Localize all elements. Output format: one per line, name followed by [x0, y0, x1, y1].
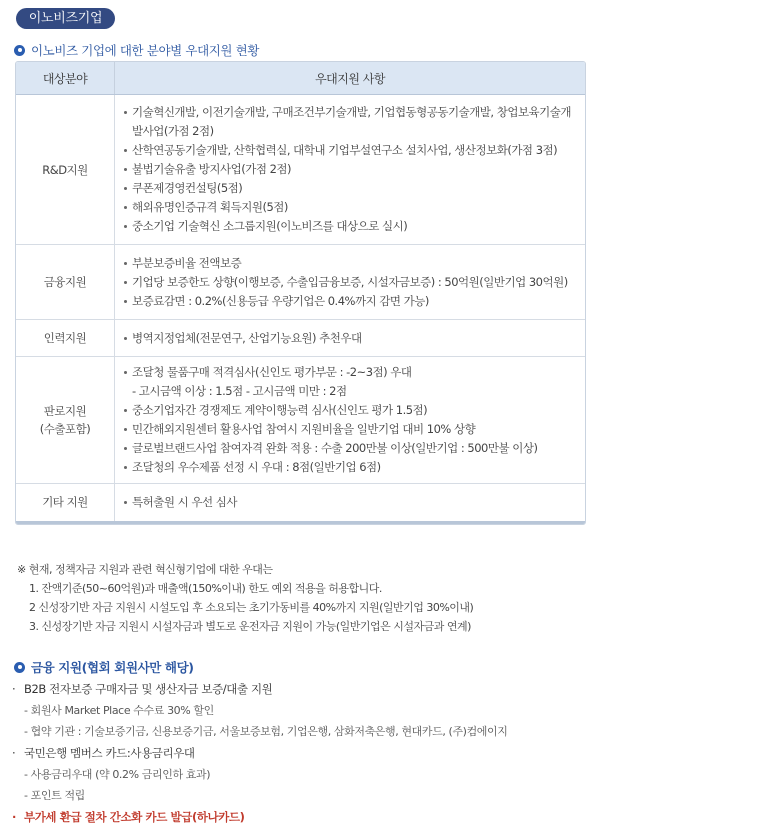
finance-item-text: 부가세 환급 절차 간소화 카드 발급(하나카드) [24, 810, 245, 824]
finance-subitem: - 회원사 Market Place 수수료 30% 할인 [24, 704, 214, 717]
benefits-cell [115, 245, 586, 320]
list-item: 글로벌브랜드사업 참여자격 완화 적용 : 수출 200만불 이상(일반기업 : 500만불 이상) [124, 439, 577, 458]
list-item: 해외유명인증규격 획득지원(5점) [124, 198, 577, 217]
benefits-cell [115, 357, 586, 484]
bullet-dot-icon: · [12, 682, 16, 696]
section-title-finance [14, 658, 194, 676]
list-item: 쿠폰제경영컨설팅(5점) [124, 179, 577, 198]
list-item: 중소기업 기술혁신 소그룹지원(이노비즈를 대상으로 실시) [124, 217, 577, 236]
benefits-cell [115, 95, 586, 245]
list-item: 조달청의 우수제품 선정 시 우대 : 8점(일반기업 6점) [124, 458, 577, 477]
column-header-benefits: 우대지원 사항 [115, 62, 586, 95]
finance-subitem: - 협약 기관 : 기술보증기금, 신용보증기금, 서울보증보험, 기업은행, 삼화저축은행, 현대카드, (주)컴에이지 [24, 725, 508, 738]
category-cell: 인력지원 [16, 320, 115, 357]
table-row-finance [16, 245, 585, 320]
policy-note [17, 560, 473, 636]
category-cell: 기타 지원 [16, 484, 115, 521]
finance-subitem: - 사용금리우대 (약 0.2% 금리인하 효과) [24, 768, 211, 781]
bullet-circle-icon [14, 662, 25, 673]
note-line: 3. 신성장기반 자금 지원시 시설자금과 별도로 운전자금 지원이 가능(일반기업은 시설자금과 연계) [29, 620, 471, 633]
section-badge: 이노비즈기업 [16, 8, 115, 29]
list-item: 특허출원 시 우선 심사 [124, 493, 577, 512]
table-row-etc [16, 484, 585, 521]
list-item [124, 363, 577, 401]
list-item: 민간해외지원센터 활용사업 참여시 지원비율을 일반기업 대비 10% 상향 [124, 420, 577, 439]
finance-subitem: - 포인트 적립 [24, 789, 85, 802]
bullet-dot-icon: · [12, 746, 16, 760]
section-title-benefits [14, 41, 259, 59]
list-item-subtext: - 고시금액 이상 : 1.5점 - 고시금액 미만 : 2점 [132, 384, 347, 398]
table-header-row [16, 62, 585, 95]
section-title-text: 이노비즈 기업에 대한 분야별 우대지원 현황 [31, 43, 260, 58]
finance-item-text: B2B 전자보증 구매자금 및 생산자금 보증/대출 지원 [24, 682, 273, 696]
list-item: 부분보증비율 전액보증 [124, 254, 577, 273]
list-item: 병역지정업체(전문연구, 산업기능요원) 추천우대 [124, 329, 577, 348]
bullet-circle-icon [14, 45, 25, 56]
bullet-dot-icon: · [12, 810, 16, 824]
benefits-cell [115, 320, 586, 357]
note-heading: ※ 현재, 정책자금 지원과 관련 혁신형기업에 대한 우대는 [17, 563, 273, 576]
finance-item [12, 742, 507, 764]
category-label-sub: (수출포함) [39, 422, 91, 436]
note-line: 2 신성장기반 자금 지원시 시설도입 후 소요되는 초기가동비를 40%까지 지원(일반기업 30%이내) [29, 601, 474, 614]
category-label: 판로지원 [43, 404, 87, 418]
list-item: 기업당 보증한도 상향(이행보증, 수출입금융보증, 시설자금보증) : 50억원(일반기업 30억원) [124, 273, 577, 292]
list-item: 기술혁신개발, 이전기술개발, 구매조건부기술개발, 기업협동형공동기술개발, 창업보육기술개발사업(가점 2점) [124, 103, 577, 141]
table-row-personnel [16, 320, 585, 357]
list-item-text: 조달청 물품구매 적격심사(신인도 평가부문 : -2~3점) 우대 [132, 365, 412, 379]
section-title-text: 금융 지원(협회 회원사만 해당) [31, 660, 194, 675]
benefits-cell [115, 484, 586, 521]
table-row-rnd [16, 95, 585, 245]
finance-item-highlight [12, 806, 507, 828]
finance-item [12, 678, 507, 700]
benefits-table [15, 61, 586, 525]
list-item: 산학연공동기술개발, 산학협력실, 대학내 기업부설연구소 설치사업, 생산정보화(가점 3점) [124, 141, 577, 160]
list-item: 보증료감면 : 0.2%(신용등급 우량기업은 0.4%까지 감면 가능) [124, 292, 577, 311]
column-header-category: 대상분야 [16, 62, 115, 95]
category-cell [16, 357, 115, 484]
table-row-sales [16, 357, 585, 484]
category-cell: R&D지원 [16, 95, 115, 245]
finance-list [12, 678, 507, 828]
note-line: 1. 잔액기준(50~60억원)과 매출액(150%이내) 한도 예외 적용을 허용합니다. [29, 582, 382, 595]
category-cell: 금융지원 [16, 245, 115, 320]
list-item: 중소기업자간 경쟁제도 계약이행능력 심사(신인도 평가 1.5점) [124, 401, 577, 420]
list-item: 불법기술유출 방지사업(가점 2점) [124, 160, 577, 179]
finance-item-text: 국민은행 멤버스 카드:사용금리우대 [24, 746, 195, 760]
